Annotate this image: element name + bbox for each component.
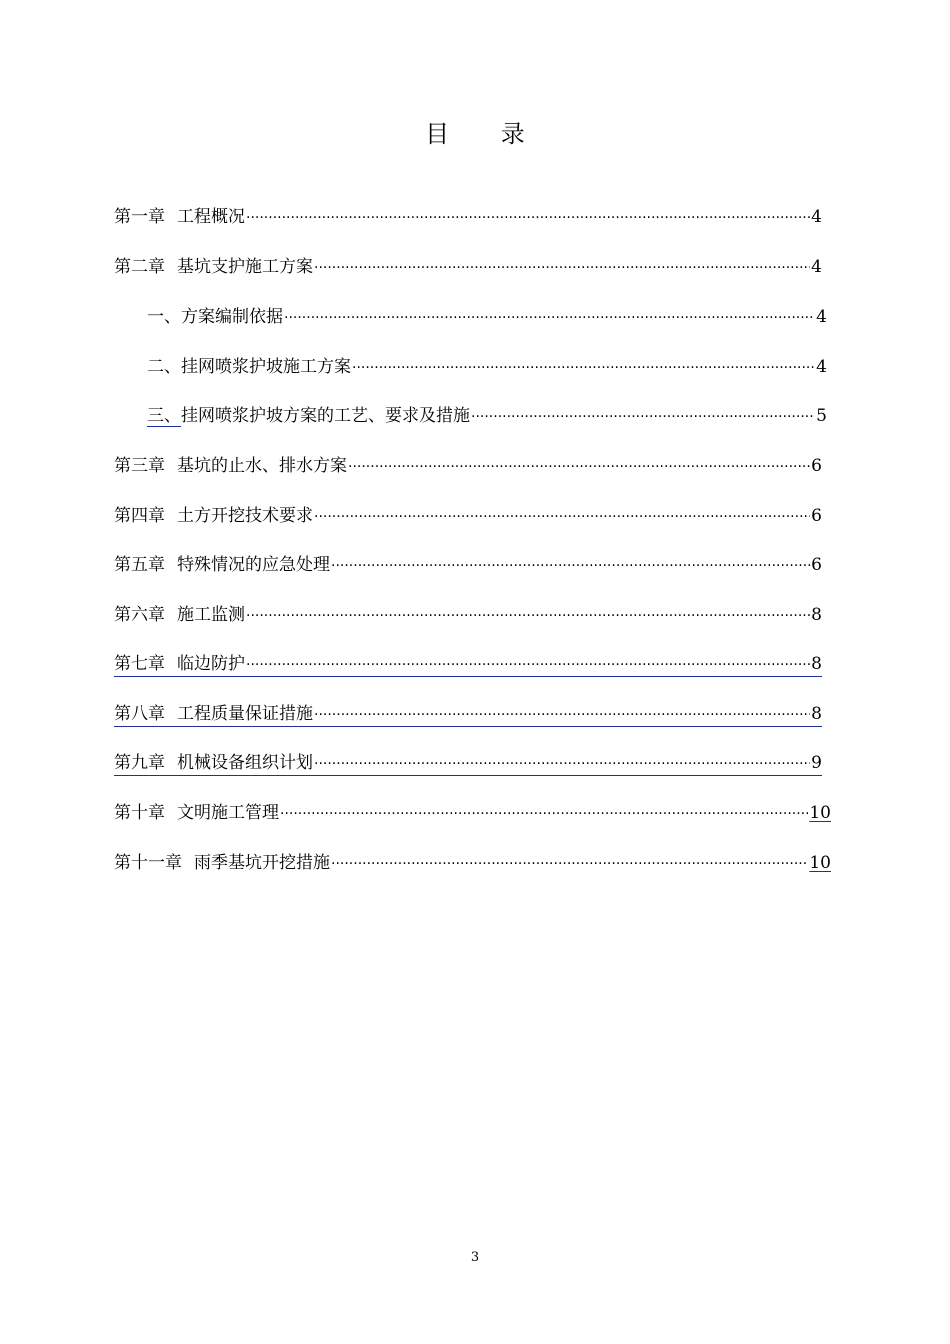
chapter-number: 第七章: [114, 654, 165, 674]
toc-entry-4[interactable]: [114, 504, 822, 528]
page-number: 4: [816, 307, 827, 327]
page-number: 5: [816, 406, 827, 426]
entry-title: 基坑支护施工方案: [177, 257, 313, 277]
chapter-number: 第十一章: [114, 853, 182, 873]
dot-leader: [284, 305, 815, 330]
toc-title: 目 录: [425, 120, 547, 148]
dot-leader: [331, 553, 810, 578]
page-number: 8: [811, 704, 822, 724]
toc-entry-3[interactable]: [114, 454, 822, 478]
page-number: 6: [811, 555, 822, 575]
toc-entry-6[interactable]: [114, 603, 822, 627]
dot-leader: [246, 205, 810, 230]
chapter-number: 第八章: [114, 704, 165, 724]
page-number: 4: [816, 357, 827, 377]
chapter-number: 第三章: [114, 456, 165, 476]
entry-title: 施工监测: [177, 605, 245, 625]
page-number: 4: [811, 207, 822, 227]
entry-title: 二、挂网喷浆护坡施工方案: [147, 357, 351, 377]
page-number: 10: [809, 853, 831, 873]
toc-entry-2[interactable]: [114, 255, 822, 279]
page-number: 8: [811, 654, 822, 674]
toc-entry-10[interactable]: [114, 801, 831, 825]
page-number: 9: [811, 753, 822, 773]
dot-leader: [331, 851, 808, 876]
chapter-number: 第六章: [114, 605, 165, 625]
entry-title: 挂网喷浆护坡方案的工艺、要求及措施: [181, 406, 470, 426]
toc-entry-9[interactable]: [114, 751, 822, 776]
toc-entry-11[interactable]: [114, 851, 831, 875]
dot-leader: [314, 751, 810, 776]
toc-subentry-2[interactable]: [147, 355, 827, 379]
chapter-number: 第十章: [114, 803, 165, 823]
dot-leader: [246, 603, 810, 628]
entry-title: 基坑的止水、排水方案: [177, 456, 347, 476]
page-footer-number: 3: [470, 1250, 480, 1265]
page-number: 4: [811, 257, 822, 277]
entry-title: 临边防护: [177, 654, 245, 674]
dot-leader: [246, 652, 810, 677]
dot-leader: [314, 702, 810, 727]
entry-title: 雨季基坑开挖措施: [194, 853, 330, 873]
page-number: 10: [809, 803, 831, 823]
entry-title: 文明施工管理: [177, 803, 279, 823]
entry-prefix: 三、: [147, 406, 181, 426]
page-number: 6: [811, 506, 822, 526]
entry-title: 工程概况: [177, 207, 245, 227]
toc-subentry-1[interactable]: [147, 305, 827, 329]
page-number: 8: [811, 605, 822, 625]
page-number: 6: [811, 456, 822, 476]
chapter-number: 第一章: [114, 207, 165, 227]
chapter-number: 第五章: [114, 555, 165, 575]
dot-leader: [348, 454, 810, 479]
toc-entry-1[interactable]: [114, 205, 822, 229]
toc-entry-7[interactable]: [114, 652, 822, 677]
entry-title: 特殊情况的应急处理: [177, 555, 330, 575]
toc-entry-5[interactable]: [114, 553, 822, 577]
chapter-number: 第九章: [114, 753, 165, 773]
chapter-number: 第四章: [114, 506, 165, 526]
entry-title: 土方开挖技术要求: [177, 506, 313, 526]
dot-leader: [314, 504, 810, 529]
dot-leader: [471, 404, 815, 429]
chapter-number: 第二章: [114, 257, 165, 277]
entry-title: 工程质量保证措施: [177, 704, 313, 724]
dot-leader: [314, 255, 810, 280]
dot-leader: [352, 355, 815, 380]
toc-subentry-3[interactable]: [147, 404, 827, 428]
dot-leader: [280, 801, 808, 826]
toc-entry-8[interactable]: [114, 702, 822, 727]
entry-title: 一、方案编制依据: [147, 307, 283, 327]
entry-title: 机械设备组织计划: [177, 753, 313, 773]
